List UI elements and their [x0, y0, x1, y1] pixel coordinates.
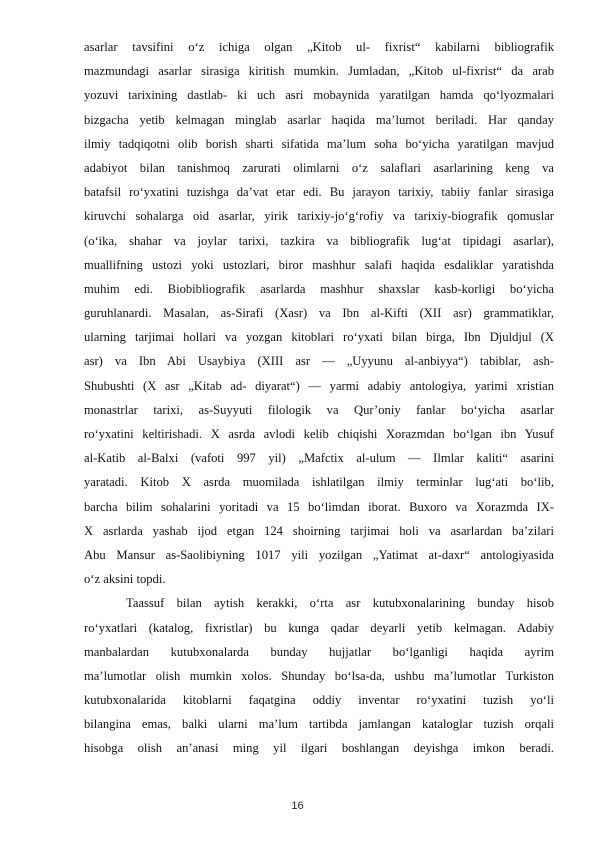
body-text [84, 35, 554, 761]
text-line: muhim edi. Biobibliografik asarlarda mashhur shaxslar kasb-korligi bo‘yicha [84, 281, 554, 296]
text-line: manbalardan kutubxonalarda bunday hujjatlar bo‘lganligi haqida ayrim [84, 644, 554, 659]
text-line: ro‘yxatlari (katalog, fixristlar) bu kunga qadar deyarli yetib kelmagan. Adabiy [84, 620, 554, 635]
text-line: ilmiy tadqiqotni olib borish sharti sifatida ma’lum soha bo‘yicha yaratilgan mavjud [84, 136, 554, 151]
text-line: ro‘yxatini keltirishadi. X asrda avlodi kelib chiqishi Xorazmdan bo‘lgan ibn Yusuf [84, 427, 554, 441]
text-line: al-Katib al-Balxi (vafoti 997 yil) „Mafctix al-ulum — Ilmlar kaliti“ asarini [84, 451, 554, 466]
text-line: mazmundagi asarlar sirasiga kiritish mumkin. Jumladan, „Kitob ul-fixrist“ da arab [84, 64, 554, 79]
text-line: Abu Mansur as-Saolibiyning 1017 yili yozilgan „Yatimat at-daxr“ antologiyasida [84, 547, 554, 562]
text-line: ma’lumotlar olish mumkin xolos. Shunday bo‘lsa-da, ushbu ma’lumotlar Turkiston [84, 668, 554, 683]
text-line: bilangina emas, balki ularni ma’lum tartibda jamlangan kataloglar tuzish orqali [84, 717, 554, 732]
paragraph-end-line: o‘z aksini topdi. [84, 572, 166, 587]
page-number: 16 [291, 800, 304, 812]
text-line: barcha bilim sohalarini yoritadi va 15 bo‘limdan iborat. Buxoro va Xorazmda IX- [84, 499, 554, 514]
text-line: kutubxonalarida kitoblarni faqatgina oddiy inventar ro‘yxatini tuzish yo‘li [84, 693, 554, 708]
text-line: asr) va Ibn Abi Usaybiya (XIII asr — „Uyyunu al-anbiyya“) tabiblar, ash- [84, 354, 554, 369]
text-line: bizgacha yetib kelmagan minglab asarlar haqida ma’lumot beriladi. Har qanday [84, 112, 554, 127]
text-line: adabiyot bilan tanishmoq zarurati olimlarni o‘z salaflari asarlarining keng va [84, 160, 554, 175]
text-line: ularning tarjimai hollari va yozgan kitoblari ro‘yxati bilan birga, Ibn Djuldjul (X [84, 330, 554, 345]
text-line: kiruvchi sohalarga oid asarlar, yirik tarixiy-jo‘g‘rofiy va tarixiy-biografik qomuslar [84, 209, 554, 224]
text-line: Shubushti (X asr „Kitab ad- diyarat“) — yarmi adabiy antologiya, yarimi xristian [84, 378, 554, 393]
text-line: asarlar tavsifini o‘z ichiga olgan „Kitob ul- fixrist“ kabilarni bibliografik [84, 40, 554, 54]
text-line: guruhlanardi. Masalan, as-Sirafi (Xasr) va Ibn al-Kifti (XII asr) grammatiklar, [84, 306, 554, 321]
text-line: batafsil ro‘yxatini tuzishga da’vat etar edi. Bu jarayon tarixiy, tabiiy fanlar sirasiga [84, 185, 554, 200]
text-line: yaratadi. Kitob X asrda muomilada ishlatilgan ilmiy terminlar lug‘ati bo‘lib, [84, 475, 554, 490]
paragraph-start-line: Taassuf bilan aytish kerakki, o‘rta asr kutubxonalarining bunday hisob [126, 596, 554, 611]
text-line: hisobga olish an’anasi ming yil ilgari boshlangan deyishga imkon beradi. [84, 741, 554, 756]
text-line: yozuvi tarixining dastlab- ki uch asri mobaynida yaratilgan hamda qo‘lyozmalari [84, 88, 554, 103]
text-line: muallifning ustozi yoki ustozlari, biror mashhur salafi haqida esdaliklar yaratishda [84, 257, 554, 272]
text-line: monastrlar tarixi, as-Suyyuti filologik va Qur’oniy fanlar bo‘yicha asarlar [84, 402, 554, 417]
text-line: (o‘ika, shahar va joylar tarixi, tazkira va bibliografik lug‘at tipidagi asarlar), [84, 233, 554, 248]
text-line: X asrlarda yashab ijod etgan 124 shoirning tarjimai holi va asarlardan ba’zilari [84, 523, 554, 538]
